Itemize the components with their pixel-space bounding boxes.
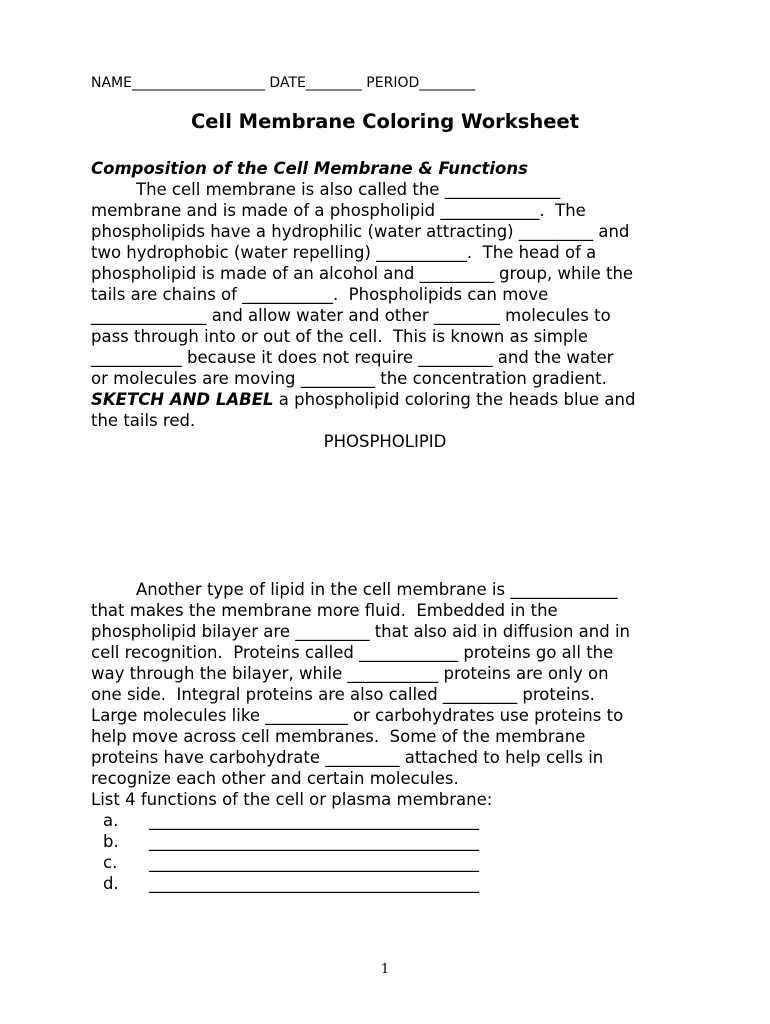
paragraph-line: Another type of lipid in the cell membrane is _____________ bbox=[136, 580, 618, 599]
section-composition bbox=[91, 158, 691, 452]
sketch-rest: a phospholipid coloring the heads blue and bbox=[273, 390, 636, 409]
page-number: 1 bbox=[380, 962, 390, 977]
list-item bbox=[103, 831, 691, 852]
paragraph-line: or molecules are moving _________ the concentration gradient. bbox=[91, 369, 607, 388]
answer-blank: ________________________________________ bbox=[149, 811, 479, 830]
answer-blank: ________________________________________ bbox=[149, 853, 479, 872]
section-lipids-proteins bbox=[91, 579, 691, 894]
period-label: PERIOD bbox=[361, 75, 420, 91]
paragraph-line: phospholipids have a hydrophilic (water attracting) _________ and bbox=[91, 222, 630, 241]
paragraph-line: two hydrophobic (water repelling) ___________. The head of a bbox=[91, 243, 597, 262]
sketch-instruction-line2: the tails red. bbox=[91, 411, 196, 430]
paragraph-line: The cell membrane is also called the ______________ bbox=[136, 180, 561, 199]
phospholipid-label: PHOSPHOLIPID bbox=[323, 432, 447, 451]
answer-blank: ________________________________________ bbox=[149, 832, 479, 851]
paragraph-line: Large molecules like __________ or carbohydrates use proteins to bbox=[91, 706, 624, 725]
section-heading: Composition of the Cell Membrane & Functions bbox=[91, 159, 528, 178]
list-item bbox=[103, 873, 691, 894]
paragraph-line: phospholipid bilayer are _________ that also aid in diffusion and in bbox=[91, 622, 630, 641]
paragraph-line: ______________ and allow water and other ________ molecules to bbox=[91, 306, 611, 325]
date-label: DATE bbox=[264, 75, 306, 91]
list-letter: d. bbox=[103, 874, 119, 893]
list-letter: c. bbox=[103, 853, 118, 872]
page-title: Cell Membrane Coloring Worksheet bbox=[190, 110, 580, 133]
name-label: NAME bbox=[91, 75, 132, 91]
paragraph-line: ___________ because it does not require _________ and the water bbox=[91, 348, 614, 367]
header-fields bbox=[91, 75, 475, 91]
paragraph-line: membrane and is made of a phospholipid ____________. The bbox=[91, 201, 586, 220]
paragraph-line: help move across cell membranes. Some of the membrane bbox=[91, 727, 586, 746]
answer-blank: ________________________________________ bbox=[149, 874, 479, 893]
list-item bbox=[103, 852, 691, 873]
period-blank: ________ bbox=[419, 75, 476, 91]
name-blank: ___________________ bbox=[131, 75, 265, 91]
paragraph-line: pass through into or out of the cell. This is known as simple bbox=[91, 327, 589, 346]
list-prompt: List 4 functions of the cell or plasma membrane: bbox=[91, 790, 493, 809]
paragraph-line: tails are chains of ___________. Phospholipids can move bbox=[91, 285, 549, 304]
functions-list bbox=[91, 810, 691, 894]
paragraph-line: one side. Integral proteins are also called _________ proteins. bbox=[91, 685, 595, 704]
paragraph-line: cell recognition. Proteins called ____________ proteins go all the bbox=[91, 643, 614, 662]
sketch-instruction bbox=[91, 389, 691, 410]
paragraph-line: proteins have carbohydrate _________ attached to help cells in bbox=[91, 748, 604, 767]
list-item bbox=[103, 810, 691, 831]
date-blank: ________ bbox=[305, 75, 362, 91]
paragraph-line: that makes the membrane more fluid. Embedded in the bbox=[91, 601, 558, 620]
list-letter: b. bbox=[103, 832, 119, 851]
sketch-bold: SKETCH AND LABEL bbox=[91, 390, 274, 409]
paragraph-line: phospholipid is made of an alcohol and _________ group, while the bbox=[91, 264, 634, 283]
list-letter: a. bbox=[103, 811, 119, 830]
paragraph-line: way through the bilayer, while ___________ proteins are only on bbox=[91, 664, 609, 683]
paragraph-line: recognize each other and certain molecules. bbox=[91, 769, 459, 788]
